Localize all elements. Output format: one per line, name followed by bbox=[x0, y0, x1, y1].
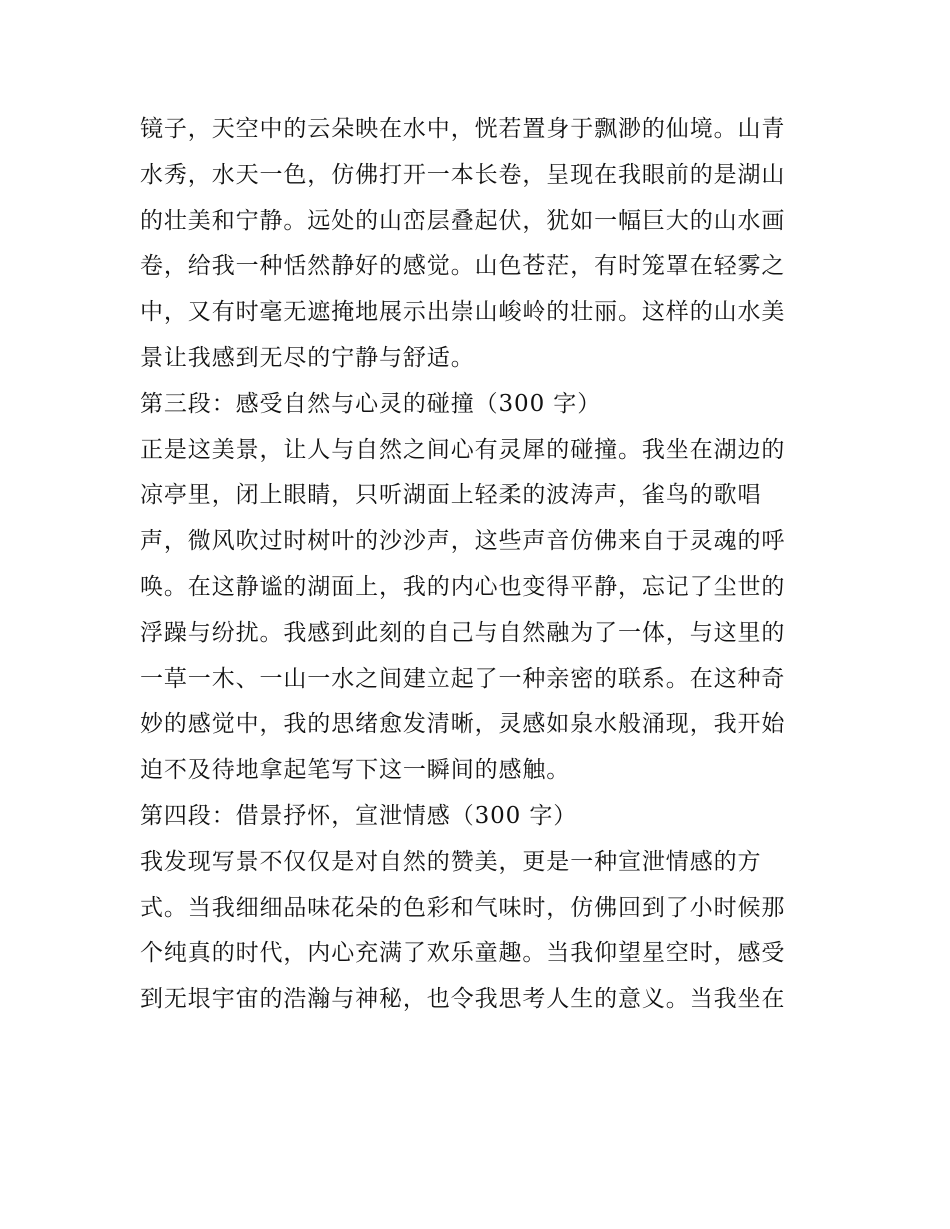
document-body bbox=[140, 107, 820, 1023]
text-line: 迫不及待地拿起笔写下这一瞬间的感触。 bbox=[140, 757, 571, 784]
text-line: 一草一木、一山一水之间建立起了一种亲密的联系。在这种奇 bbox=[140, 665, 786, 692]
text-line: 妙的感觉中，我的思绪愈发清晰，灵感如泉水般涌现，我开始 bbox=[140, 711, 786, 738]
section-heading-3: 第三段：感受自然与心灵的碰撞（300 字） bbox=[140, 390, 602, 417]
text-line: 声，微风吹过时树叶的沙沙声，这些声音仿佛来自于灵魂的呼 bbox=[140, 528, 786, 555]
text-line: 正是这美景，让人与自然之间心有灵犀的碰撞。我坐在湖边的 bbox=[140, 436, 786, 463]
text-line: 中，又有时毫无遮掩地展示出崇山峻岭的壮丽。这样的山水美 bbox=[140, 299, 786, 326]
text-line: 式。当我细细品味花朵的色彩和气味时，仿佛回到了小时候那 bbox=[140, 894, 786, 921]
text-line: 浮躁与纷扰。我感到此刻的自己与自然融为了一体，与这里的 bbox=[140, 619, 786, 646]
text-line: 的壮美和宁静。远处的山峦层叠起伏，犹如一幅巨大的山水画 bbox=[140, 207, 786, 234]
text-line: 我发现写景不仅仅是对自然的赞美，更是一种宣泄情感的方 bbox=[140, 848, 762, 875]
text-line: 凉亭里，闭上眼睛，只听湖面上轻柔的波涛声，雀鸟的歌唱 bbox=[140, 482, 762, 509]
text-line: 水秀，水天一色，仿佛打开一本长卷，呈现在我眼前的是湖山 bbox=[140, 161, 786, 188]
text-line: 个纯真的时代，内心充满了欢乐童趣。当我仰望星空时，感受 bbox=[140, 940, 786, 967]
text-line: 景让我感到无尽的宁静与舒适。 bbox=[140, 344, 475, 371]
text-line: 唤。在这静谧的湖面上，我的内心也变得平静，忘记了尘世的 bbox=[140, 573, 786, 600]
text-line: 卷，给我一种恬然静好的感觉。山色苍茫，有时笼罩在轻雾之 bbox=[140, 253, 786, 280]
section-heading-4: 第四段：借景抒怀，宣泄情感（300 字） bbox=[140, 802, 578, 829]
text-line: 镜子，天空中的云朵映在水中，恍若置身于飘渺的仙境。山青 bbox=[140, 116, 786, 142]
text-line: 到无垠宇宙的浩瀚与神秘，也令我思考人生的意义。当我坐在 bbox=[140, 986, 786, 1013]
